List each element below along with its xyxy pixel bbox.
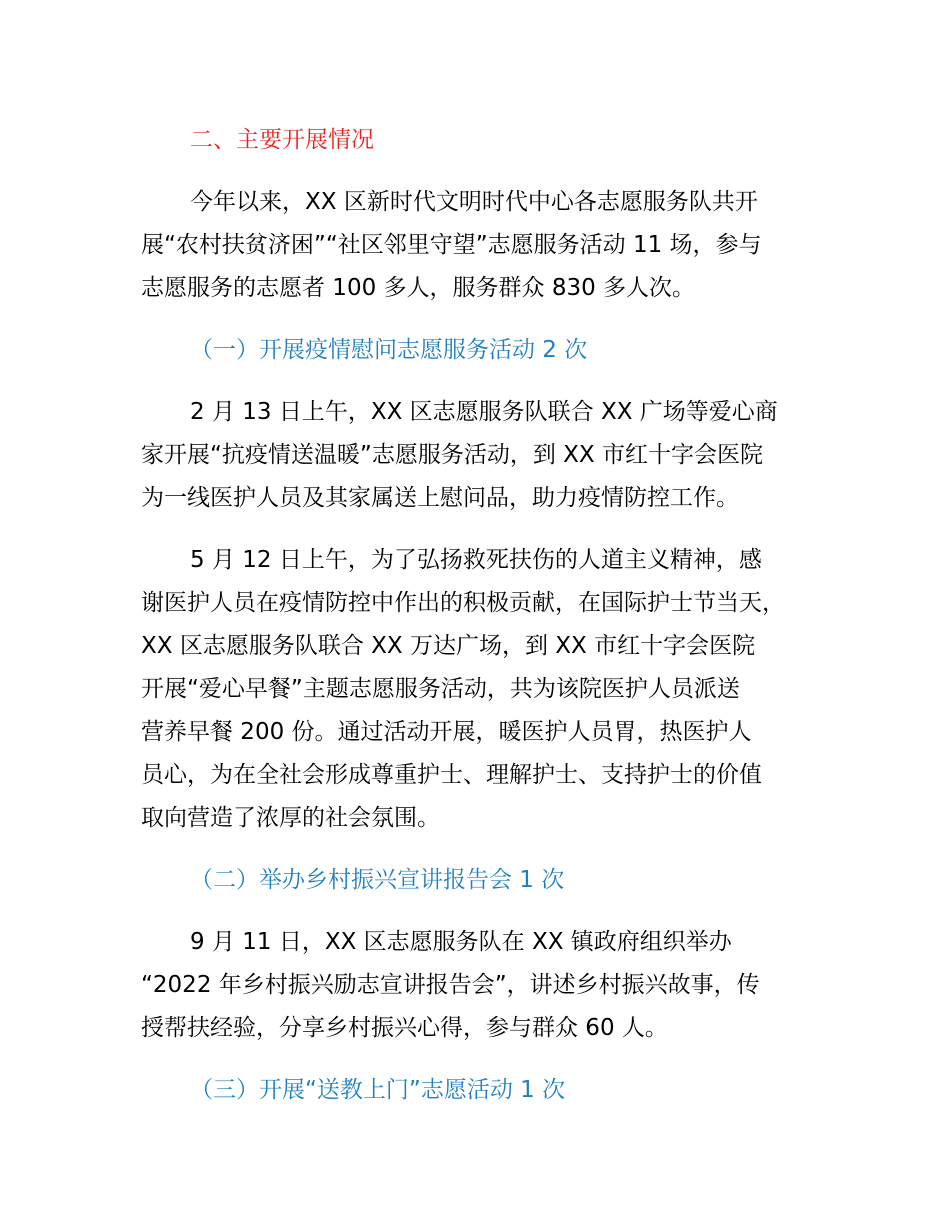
p3-line-3: 授帮扶经验，分享乡村振兴心得，参与群众 60 人。: [141, 1015, 668, 1041]
p2-line-2: 谢医护人员在疫情防控中作出的积极贡献，在国际护士节当天，: [141, 590, 785, 616]
intro-line-2: 展“农村扶贫济困”“社区邻里守望”志愿服务活动 11 场，参与: [141, 232, 762, 258]
p2-line-5: 营养早餐 200 份。通过活动开展，暖医护人员胃，热医护人: [141, 719, 752, 745]
p1-line-1: 2 月 13 日上午，XX 区志愿服务队联合 XX 广场等爱心商: [190, 399, 778, 425]
p2-line-6: 员心，为在全社会形成尊重护士、理解护士、支持护士的价值: [141, 762, 762, 788]
p2-line-7: 取向营造了浓厚的社会氛围。: [141, 805, 440, 831]
p3-line-2: “2022 年乡村振兴励志宣讲报告会”，讲述乡村振兴故事，传: [141, 972, 760, 998]
p1-line-2: 家开展“抗疫情送温暖”志愿服务活动，到 XX 市红十字会医院: [141, 442, 763, 468]
p3-line-1: 9 月 11 日，XX 区志愿服务队在 XX 镇政府组织举办: [190, 929, 732, 955]
subheading-1: （一）开展疫情慰问志愿服务活动 2 次: [190, 337, 588, 363]
intro-line-1: 今年以来，XX 区新时代文明时代中心各志愿服务队共开: [190, 189, 758, 215]
subheading-2: （二）举办乡村振兴宣讲报告会 1 次: [190, 867, 565, 893]
intro-line-3: 志愿服务的志愿者 100 多人，服务群众 830 多人次。: [141, 275, 696, 301]
p2-line-4: 开展“爱心早餐”主题志愿服务活动，共为该院医护人员派送: [141, 676, 740, 702]
p1-line-3: 为一线医护人员及其家属送上慰问品，助力疫情防控工作。: [141, 485, 739, 511]
section-heading: 二、主要开展情况: [190, 127, 374, 153]
p2-line-3: XX 区志愿服务队联合 XX 万达广场，到 XX 市红十字会医院: [141, 633, 756, 659]
subheading-3: （三）开展“送教上门”志愿活动 1 次: [190, 1077, 566, 1103]
p2-line-1: 5 月 12 日上午，为了弘扬救死扶伤的人道主义精神，感: [190, 547, 762, 573]
